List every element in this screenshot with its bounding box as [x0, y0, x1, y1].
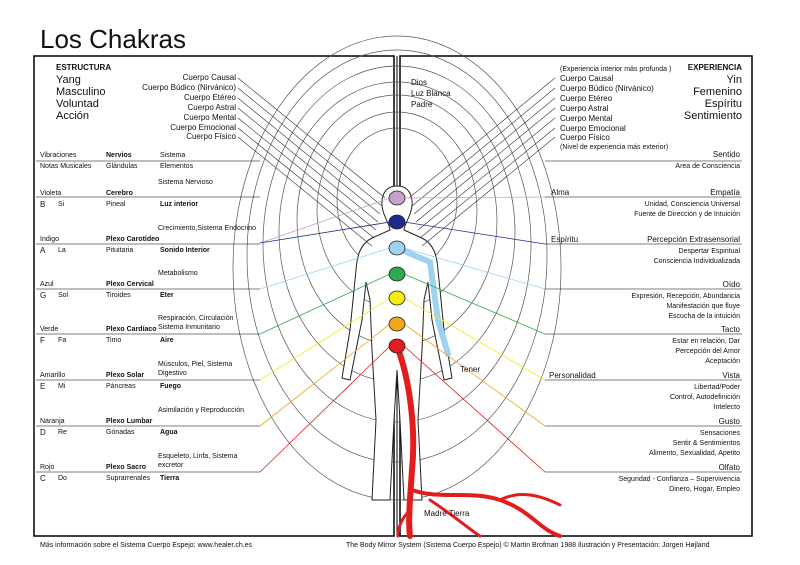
sense-2-title: Percepción Extrasensorial	[647, 235, 740, 244]
label-alma: Alma	[551, 188, 570, 197]
label-personalidad: Personalidad	[549, 371, 596, 380]
row-1-nerve: Cerebro	[106, 190, 133, 197]
chakra-dot-red	[389, 339, 405, 353]
right-body-2: Cuerpo Búdico (Nirvánico)	[560, 84, 654, 93]
row-2-nerve: Plexo Carotídeo	[106, 236, 160, 243]
row-4-color-name: Verde	[40, 326, 59, 333]
right-quality-2: Femenino	[693, 86, 742, 98]
sense-6-line-1: Sensaciones	[699, 430, 740, 437]
left-quality-3: Voluntad	[56, 98, 99, 110]
row-4-note: F	[40, 336, 45, 345]
sense-1-line-2: Fuente de Dirección y de Intuición	[634, 211, 740, 218]
label-tener: Tener	[460, 365, 481, 374]
row-5-system: Músculos, Piel, Sistema Digestivo	[158, 361, 233, 377]
left-body-4: Cuerpo Astral	[187, 103, 236, 112]
header-notas: Notas Musicales	[40, 163, 92, 170]
row-7-nerve: Plexo Sacro	[106, 464, 147, 471]
row-6-gland: Gónadas	[106, 429, 135, 436]
footer-right: The Body Mirror System (Sistema Cuerpo Espejo) © Martin Brofman 1988 Ilustración y Presentación: Jorgen Højland	[346, 542, 710, 549]
sense-6-title: Gusto	[718, 417, 740, 426]
footer-left: Más información sobre el Sistema Cuerpo Espejo: www.healer.ch.es	[40, 542, 253, 549]
left-body-5: Cuerpo Mental	[183, 113, 236, 122]
sense-4-line-1: Estar en relación, Dar	[672, 338, 740, 345]
left-body-2: Cuerpo Búdico (Nirvánico)	[142, 83, 236, 92]
page-title: Los Chakras	[40, 24, 186, 54]
chakra-dot-yellow	[389, 291, 405, 305]
sense-4-line-3: Aceptación	[705, 358, 740, 365]
divine-padre: Padre	[411, 100, 433, 109]
sense-3-title: Oído	[722, 280, 740, 289]
label-espiritu: Espíritu	[551, 235, 579, 244]
sense-header-title: Sentido	[712, 150, 740, 159]
row-3-solfege: Sol	[58, 292, 69, 299]
row-5-color-name: Amarillo	[40, 372, 66, 379]
row-2-gland: Pituitaria	[106, 247, 134, 254]
chakra-line-right-violet	[404, 197, 545, 198]
left-body-1: Cuerpo Causal	[182, 73, 236, 82]
header-glandulas: Glándulas	[106, 163, 138, 170]
header-vibraciones: Vibraciones	[40, 152, 77, 159]
right-body-4: Cuerpo Astral	[560, 104, 609, 113]
chakra-dot-green	[389, 267, 405, 281]
chakra-dot-orange	[389, 317, 405, 331]
row-2-solfege: La	[58, 247, 66, 254]
sense-3-line-2: Manifestación que fluye	[666, 303, 740, 310]
header-sistema: Sistema	[160, 152, 186, 159]
left-body-3: Cuerpo Etéreo	[183, 93, 236, 102]
row-4-solfege: Fa	[58, 337, 67, 344]
sense-1-line-1: Unidad, Consciencia Universal	[644, 201, 740, 208]
sense-2-line-1: Despertar Espiritual	[678, 248, 740, 255]
row-3-element: Eter	[160, 292, 174, 299]
sense-4-line-2: Percepción del Amor	[675, 348, 740, 355]
sense-3-line-3: Escucha de la intuición	[668, 313, 740, 320]
sense-7-title: Olfato	[718, 463, 740, 472]
left-quality-4: Acción	[56, 110, 90, 122]
divine-dios: Dios	[411, 78, 428, 87]
chakra-line-left-red	[260, 346, 390, 472]
row-1-element: Luz interior	[160, 201, 199, 208]
row-6-element: Agua	[160, 429, 178, 436]
row-4-element: Aire	[160, 337, 174, 344]
right-body-7: Cuerpo Físico	[560, 133, 610, 142]
sense-5-title: Vista	[722, 371, 740, 380]
row-4-gland: Timo	[106, 337, 122, 344]
right-quality-3: Espíritu	[704, 98, 742, 110]
right-body-3: Cuerpo Etéreo	[560, 94, 613, 103]
right-body-6: Cuerpo Emocional	[560, 124, 626, 133]
sense-7-line-1: Seguridad - Confianza – Supervivencia	[618, 476, 740, 483]
row-4-system: Respiración, Circulación Sistema Inmunitario	[158, 315, 234, 331]
row-7-element: Tierra	[160, 475, 180, 482]
left-body-6: Cuerpo Emocional	[170, 123, 236, 132]
row-3-system: Metabolismo	[158, 270, 198, 277]
row-7-note: C	[40, 474, 46, 483]
sense-2-line-2: Consciencia Individualizada	[653, 258, 740, 265]
sense-3-line-1: Expresión, Recepción, Abundancia	[631, 293, 740, 300]
row-7-color-name: Rojo	[40, 464, 55, 471]
sense-7-line-2: Dinero, Hogar, Empleo	[669, 486, 740, 493]
row-3-nerve: Plexo Cervical	[106, 281, 154, 288]
right-heading: EXPERIENCIA	[687, 63, 742, 72]
row-6-note: D	[40, 428, 46, 437]
row-6-solfege: Re	[58, 429, 67, 436]
row-2-color-name: Indigo	[40, 236, 60, 243]
chakra-dot-indigo	[389, 215, 405, 229]
right-quality-1: Yin	[726, 74, 742, 86]
label-madre-tierra: Madre Tierra	[424, 509, 470, 518]
row-6-system: Asimilación y Reproducción	[158, 407, 244, 414]
row-3-gland: Tiroides	[106, 292, 131, 299]
row-5-gland: Páncreas	[106, 383, 136, 390]
header-nervios: Nervios	[106, 152, 132, 159]
row-6-nerve: Plexo Lumbar	[106, 418, 153, 425]
row-7-solfege: Do	[58, 475, 67, 482]
sense-4-title: Tacto	[720, 325, 740, 334]
sense-5-line-3: Intelecto	[713, 404, 740, 411]
row-1-color-name: Violeta	[40, 190, 62, 197]
row-5-nerve: Plexo Solar	[106, 372, 145, 379]
sense-6-line-2: Sentir & Sentimientos	[672, 440, 740, 447]
row-2-system: Crecimiento,Sistema Endocrino	[158, 225, 257, 232]
row-5-element: Fuego	[160, 383, 181, 390]
left-body-7: Cuerpo Físico	[186, 132, 236, 141]
sense-6-line-3: Alimento, Sexualidad, Apetito	[648, 450, 740, 457]
row-1-gland: Pineal	[106, 201, 126, 208]
right-note-bottom: (Nivel de experiencia más exterior)	[560, 144, 669, 151]
sense-header-sub: Area de Consciencia	[675, 163, 740, 170]
sense-5-line-1: Libertad/Poder	[694, 384, 740, 391]
sense-1-title: Empatía	[710, 188, 740, 197]
left-heading: ESTRUCTURA	[56, 63, 112, 72]
row-2-note: A	[40, 246, 46, 255]
body-lines-left	[238, 78, 385, 246]
right-quality-4: Sentimiento	[683, 110, 742, 122]
row-4-nerve: Plexo Cardíaco	[106, 326, 157, 333]
chakra-dot-violet	[389, 191, 405, 205]
row-1-solfege: Si	[58, 201, 65, 208]
header-elementos: Elementos	[160, 163, 194, 170]
row-2-element: Sonido Interior	[160, 247, 210, 254]
divine-luz-blanca: Luz Blanca	[411, 89, 451, 98]
sense-5-line-2: Control, Autodefinición	[669, 394, 740, 401]
left-quality-1: Yang	[56, 74, 81, 86]
row-7-system: Esqueleto, Linfa, Sistema excretor	[158, 453, 238, 469]
row-6-color-name: Naranja	[40, 418, 65, 425]
row-1-note: B	[40, 200, 46, 209]
row-5-solfege: Mi	[58, 383, 66, 390]
right-note-top: (Experiencia interior más profunda )	[560, 66, 672, 73]
right-body-1: Cuerpo Causal	[560, 74, 614, 83]
chakra-dot-blue	[389, 241, 405, 255]
row-1-system: Sistema Nervioso	[158, 179, 213, 186]
row-7-gland: Suprarrenales	[106, 475, 150, 482]
left-quality-2: Masculino	[56, 86, 106, 98]
row-3-note: G	[40, 291, 47, 300]
row-5-note: E	[40, 382, 46, 391]
row-3-color-name: Azul	[40, 281, 54, 288]
right-body-5: Cuerpo Mental	[560, 114, 613, 123]
